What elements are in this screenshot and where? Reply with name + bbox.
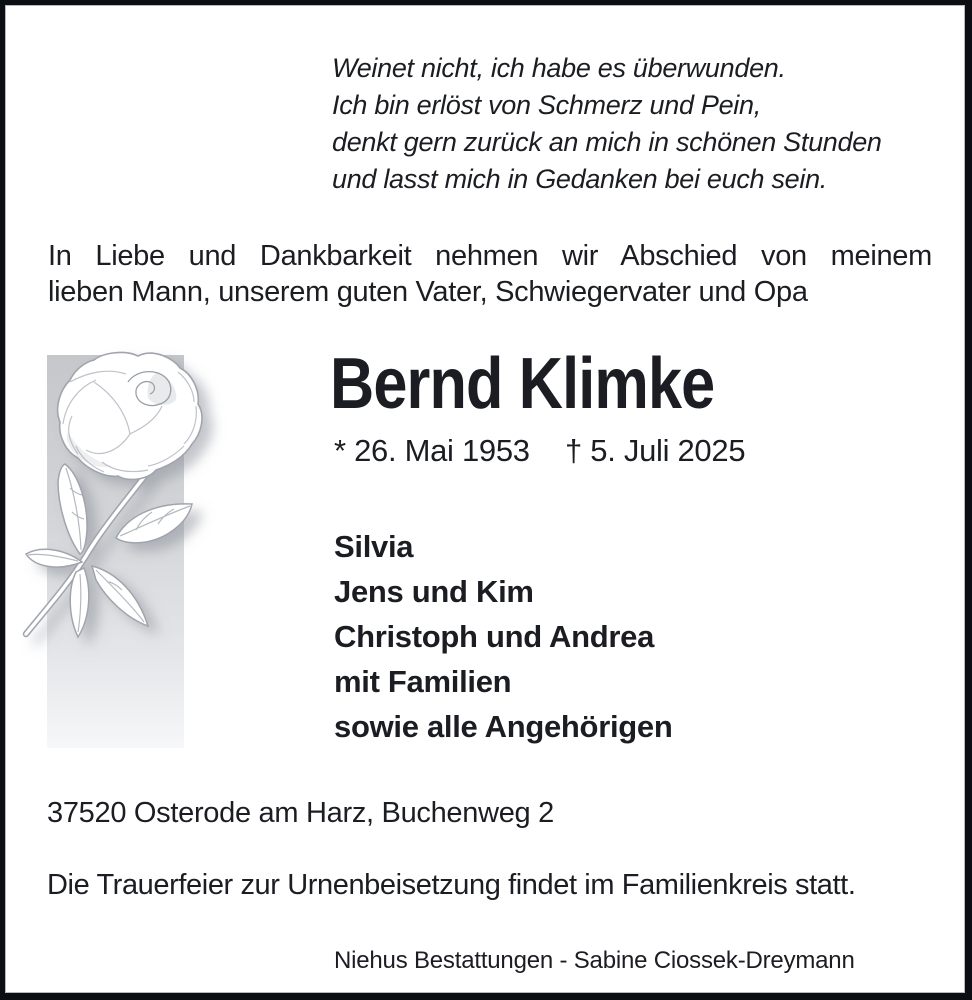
poem-line: und lasst mich in Gedanken bei euch sein. [332, 164, 828, 194]
mourner-line: Christoph und Andrea [334, 619, 655, 654]
memorial-poem [332, 50, 882, 198]
poem-line: Ich bin erlöst von Schmerz und Pein, [332, 90, 761, 120]
intro-paragraph [48, 238, 932, 310]
ceremony-info: Die Trauerfeier zur Urnenbeisetzung findet im Familienkreis statt. [47, 869, 856, 901]
birth-date: * 26. Mai 1953 [334, 433, 530, 468]
mourners-list [334, 524, 673, 749]
mourner-line: mit Familien [334, 664, 512, 699]
life-dates [334, 433, 745, 469]
deceased-name: Bernd Klimke [330, 344, 715, 424]
mourner-line: sowie alle Angehörigen [334, 709, 673, 744]
mourner-line: Silvia [334, 529, 414, 564]
intro-line: lieben Mann, unserem guten Vater, Schwiegervater und Opa [48, 276, 808, 308]
mourner-line: Jens und Kim [334, 574, 534, 609]
intro-line: In Liebe und Dankbarkeit nehmen wir Abschied von meinem [48, 240, 932, 272]
funeral-home-credit: Niehus Bestattungen - Sabine Ciossek-Dreymann [334, 947, 855, 974]
poem-line: Weinet nicht, ich habe es überwunden. [332, 53, 786, 83]
address-line: 37520 Osterode am Harz, Buchenweg 2 [47, 797, 554, 829]
death-date: † 5. Juli 2025 [565, 433, 746, 468]
poem-line: denkt gern zurück an mich in schönen Stunden [332, 127, 882, 157]
rose-illustration [8, 342, 238, 660]
